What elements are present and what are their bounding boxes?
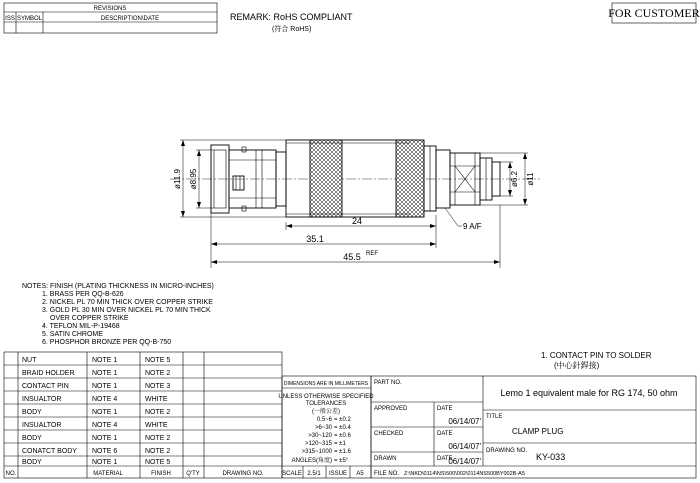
title-block (371, 376, 696, 478)
note-line: OVER COPPER STRIKE (50, 315, 129, 322)
note-line: 3. GOLD PL 30 MIN OVER NICKEL PL 70 MIN THICK (42, 307, 211, 314)
bom-name: NUT (22, 357, 37, 364)
dim-ref: REF (366, 251, 378, 257)
remark-line1: REMARK: RoHS COMPLIANT (230, 12, 353, 22)
bom-material: NOTE 4 (92, 396, 118, 403)
part-no-label: PART NO. (374, 380, 402, 386)
bom-material: NOTE 4 (92, 422, 118, 429)
bom-material: NOTE 1 (92, 409, 118, 416)
tolerance-value: = ±0.2 (334, 417, 351, 423)
tolerance-angles: ANGLES(角度) (291, 458, 332, 464)
issue-value: A5 (356, 471, 364, 477)
date-label: DATE (437, 456, 453, 462)
approved-label: APPROVED (374, 406, 408, 412)
note-line: 6. PHOSPHOR BRONZE PER QQ-B-750 (42, 339, 172, 346)
bom-finish: WHITE (145, 396, 168, 403)
note-line: 5. SATIN CHROME (42, 331, 103, 338)
tolerance-range: 0.5~6 (316, 417, 332, 423)
contact-note-line1: 1. CONTACT PIN TO SOLDER (541, 351, 652, 360)
scale-label: SCALE (282, 471, 302, 477)
tolerance-value: = ±1 (334, 441, 346, 447)
checked-label: CHECKED (374, 431, 404, 437)
bom-header-drawing-no: DRAWING NO. (222, 471, 264, 477)
bom-name: INSUALTOR (22, 396, 62, 403)
dim-dia-8-95: ø8.95 (189, 168, 198, 190)
dim-hex: 9 A/F (463, 222, 482, 231)
dim-dia-6-2: ø6.2 (510, 170, 519, 188)
tolerance-range: >315~1000 (301, 449, 332, 455)
contact-note-line2: (中心針銲接) (554, 361, 600, 370)
bom-material: NOTE 1 (92, 435, 118, 442)
dim-len-24: 24 (351, 216, 363, 226)
tolerance-block (278, 376, 374, 478)
tolerance-header: DIMENSIONS ARE IN MILLIMETERS (283, 381, 369, 387)
tolerance-range: >30~120 (308, 433, 332, 439)
bom-material: NOTE 1 (92, 383, 118, 390)
bom-finish: NOTE 2 (145, 448, 171, 455)
date-label: DATE (437, 431, 453, 437)
bom-finish: NOTE 2 (145, 370, 171, 377)
tolerance-line3: (一般公差) (312, 409, 340, 415)
bom-finish: NOTE 5 (145, 459, 171, 466)
revisions-col-description: DESCRIPTION\DATE (100, 16, 160, 22)
bom-header-finish: FINISH (151, 471, 171, 477)
bom-name: BODY (22, 409, 42, 416)
bom-name: BRAID HOLDER (22, 370, 75, 377)
note-line: NOTES: FINISH (PLATING THICKNESS IN MICRO-INCHES) (22, 283, 214, 290)
note-line: 2. NICKEL PL 70 MIN THICK OVER COPPER STRIKE (42, 299, 213, 306)
bom-material: NOTE 1 (92, 370, 118, 377)
checked-date: 06/14/07' (448, 442, 481, 451)
tolerance-angles-value: = ±5° (334, 458, 349, 464)
dim-len-45-5: 45.5 (343, 252, 361, 262)
drawn-label: DRAWN (374, 456, 397, 462)
drawing-no-value: KY-033 (536, 452, 566, 462)
tolerance-range: >6~30 (314, 425, 332, 431)
revisions-col-iss: ISS (5, 16, 15, 22)
scale-value: 2.5/1 (307, 471, 321, 477)
title-label: TITLE (486, 414, 503, 420)
bom-name: CONATCT BODY (22, 448, 77, 455)
bom-finish: NOTE 2 (145, 435, 171, 442)
bom-material: NOTE 6 (92, 448, 118, 455)
bom-finish: NOTE 5 (145, 357, 171, 364)
bom-name: CONTACT PIN (22, 383, 69, 390)
revisions-block (4, 3, 217, 33)
approved-date: 06/14/07' (448, 417, 481, 426)
bom-name: INSUALTOR (22, 422, 62, 429)
tolerance-line2: TOLERANCES (305, 401, 347, 407)
revisions-col-symbol: SYMBOL (16, 16, 43, 22)
dim-len-35-1: 35.1 (306, 234, 324, 244)
tolerance-line1: UNLESS OTHERWISE SPECIFIED (278, 394, 374, 400)
bom-header-material: MATERIAL (93, 471, 123, 477)
note-line: 4. TEFLON MIL-P-19468 (42, 323, 120, 330)
tolerance-value: = ±1.6 (334, 449, 351, 455)
bom-material: NOTE 1 (92, 357, 118, 364)
tolerance-value: = ±0.6 (334, 433, 351, 439)
bom-finish: WHITE (145, 422, 168, 429)
tolerance-range: >120~315 (304, 441, 332, 447)
part-description: Lemo 1 equivalent male for RG 174, 50 ohm (500, 388, 678, 398)
note-line: 1. BRASS PER QQ-B-626 (42, 291, 124, 298)
bom-table (4, 352, 282, 478)
bom-finish: NOTE 3 (145, 383, 171, 390)
date-label: DATE (437, 406, 453, 412)
title-value: CLAMP PLUG (512, 427, 564, 436)
remark-line2: (符合 RoHS) (272, 26, 312, 33)
for-customer-label: FOR CUSTOMER (608, 6, 700, 20)
file-no-value: Z:\NKD\0114\NS\500\002\0114NS500BY002B-A5 (404, 471, 525, 477)
tolerance-value: = ±0.4 (334, 425, 351, 431)
bom-material: NOTE 1 (92, 459, 118, 466)
dimension-annotations (173, 140, 535, 264)
dim-dia-11: ø11 (526, 172, 535, 186)
bom-name: BODY (22, 435, 42, 442)
dim-dia-11-9: ø11.9 (173, 169, 182, 189)
drawing-no-label: DRAWING NO. (486, 448, 528, 454)
drawn-date: 06/14/07' (448, 457, 481, 466)
bom-finish: NOTE 2 (145, 409, 171, 416)
bom-name: BODY (22, 459, 42, 466)
bom-header-qty: Q'TY (186, 471, 200, 477)
revisions-title: REVISIONS (93, 6, 127, 12)
bom-header-no: NO. (5, 471, 17, 477)
connector-drawing (170, 140, 540, 268)
issue-label: ISSUE (328, 471, 348, 477)
notes-block (22, 283, 214, 346)
file-no-label: FILE NO. (374, 471, 400, 477)
